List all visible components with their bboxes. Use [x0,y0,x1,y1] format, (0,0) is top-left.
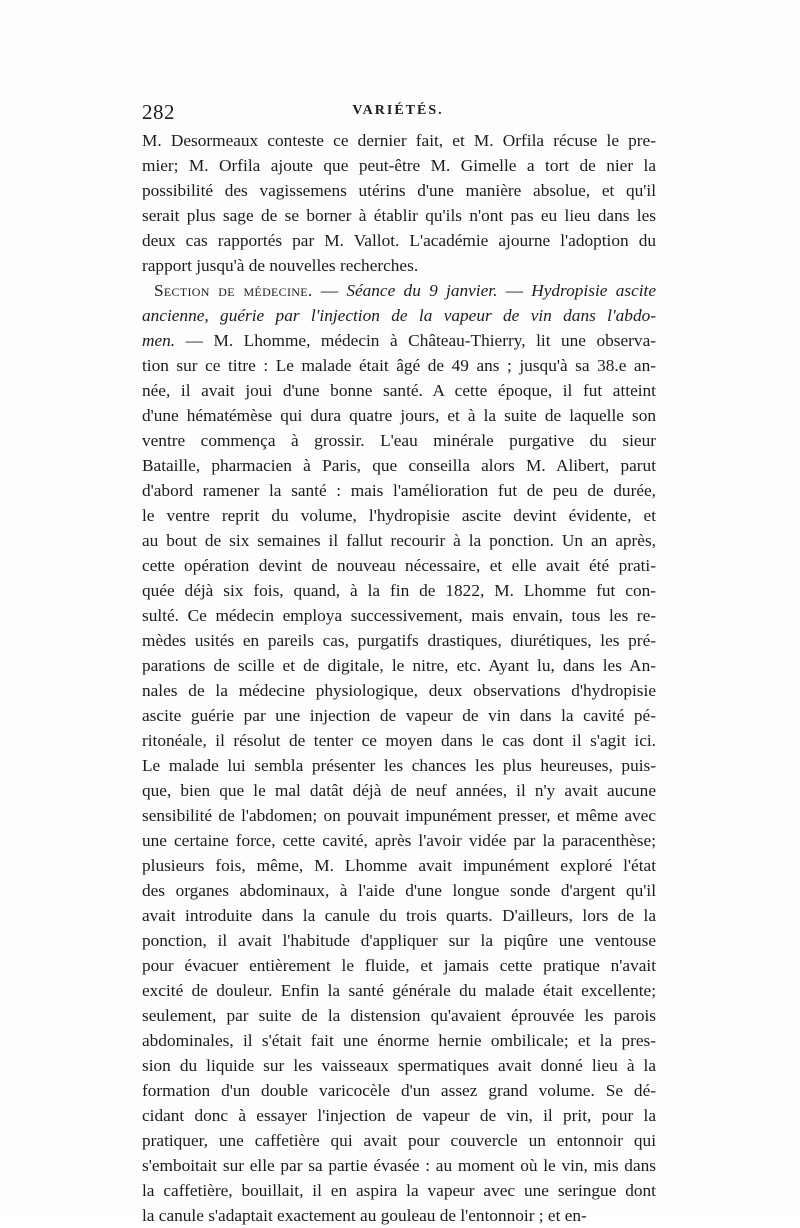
text-line: quée déjà six fois, quand, à la fin de 1822, M. Lhomme fut con- [142,581,656,600]
separator-1: — [312,281,347,300]
text-line: d'une hématémèse qui dura quatre jours, et à la suite de laquelle son [142,406,656,425]
text-line: plusieurs fois, même, M. Lhomme avait impunément exploré l'état [142,856,656,875]
text-line: ponction, il avait l'habitude d'appliquer sur la piqûre une ventouse [142,931,656,950]
text-line: deux cas rapportés par M. Vallot. L'académie ajourne l'adoption du [142,231,656,250]
paragraph-2 [142,353,656,1228]
text-line: ventre commença à grossir. L'eau minérale purgative du sieur [142,431,656,450]
text-line: sion du liquide sur les vaisseaux spermatiques avait donné lieu à la [142,1056,656,1075]
page-number: 282 [142,100,175,124]
text-line: rapport jusqu'à de nouvelles recherches. [142,256,419,275]
page-header [142,100,654,126]
text-line: née, il avait joui d'une bonne santé. A cette époque, il fut atteint [142,381,656,400]
text-line: sensibilité de l'abdomen; on pouvait impunément presser, et même avec [142,806,656,825]
session-date: Séance du 9 janvier. [346,281,498,300]
text-line: au bout de six semaines il fallut recourir à la ponction. Un an après, [142,531,656,550]
text-line: la caffetière, bouillait, il en aspira la vapeur avec une seringue dont [142,1181,656,1200]
text-line: abdominales, il s'était fait une énorme hernie ombilicale; et la pres- [142,1031,656,1050]
text-line: une certaine force, cette cavité, après l'avoir vidée par la paracenthèse; [142,831,656,850]
article-title-part-1: Hydropisie ascite [531,281,657,300]
text-line: parations de scille et de digitale, le nitre, etc. Ayant lu, dans les An- [142,656,656,675]
text-line: le ventre reprit du volume, l'hydropisie ascite devint évidente, et [142,506,656,525]
text-line: cidant donc à essayer l'injection de vapeur de vin, il prit, pour la [142,1106,656,1125]
section-heading-line [142,278,656,303]
body-text [142,128,656,1228]
text-line: mier; M. Orfila ajoute que peut-être M. Gimelle a tort de nier la [142,156,656,175]
text-line: nales de la médecine physiologique, deux observations d'hydropisie [142,681,656,700]
text-line: tion sur ce titre : Le malade était âgé de 49 ans ; jusqu'à sa 38.e an- [142,356,656,375]
text-line: serait plus sage de se borner à établir qu'ils n'ont pas eu lieu dans les [142,206,656,225]
section-heading: Section de médecine. [154,281,313,300]
text-line: s'emboitait sur elle par sa partie évasée : au moment où le vin, mis dans [142,1156,656,1175]
text-line: que, bien que le mal datât déjà de neuf années, il n'y avait aucune [142,781,656,800]
separator-2: — [497,281,532,300]
text-line: mèdes usités en pareils cas, purgatifs drastiques, diurétiques, les pré- [142,631,656,650]
text-line: pour évacuer entièrement le fluide, et jamais cette pratique n'avait [142,956,656,975]
text-line: cette opération devint de nouveau nécessaire, et elle avait été prati- [142,556,656,575]
text-line: avait introduite dans la canule du trois quarts. D'ailleurs, lors de la [142,906,656,925]
article-title-part-3: men. [142,331,176,350]
text-line: sulté. Ce médecin employa successivement, mais envain, tous les re- [142,606,656,625]
text-line: M. Desormeaux conteste ce dernier fait, et M. Orfila récuse le pre- [142,131,656,150]
text-line: la canule s'adaptait exactement au gouleau de l'entonnoir ; et en- [142,1206,587,1225]
text-line: Le malade lui sembla présenter les chances les plus heureuses, puis- [142,756,656,775]
text-line: des organes abdominaux, à l'aide d'une longue sonde d'argent qu'il [142,881,656,900]
text-line: ascite guérie par une injection de vapeur de vin dans la cavité pé- [142,706,656,725]
running-head: VARIÉTÉS. [352,103,444,118]
text-line: formation d'un double varicocèle d'un assez grand volume. Se dé- [142,1081,656,1100]
article-title-line-2: ancienne, guérie par l'injection de la vapeur de vin dans l'abdo- [142,306,656,325]
article-title-line-3 [142,328,656,353]
text-line: excité de douleur. Enfin la santé générale du malade était excellente; [142,981,656,1000]
author-intro: — M. Lhomme, médecin à Château-Thierry, lit une observa- [175,331,656,350]
text-line: seulement, par suite de la distension qu'avaient éprouvée les parois [142,1006,656,1025]
text-line: d'abord ramener la santé : mais l'amélioration fut de peu de durée, [142,481,656,500]
text-line: pratiquer, une caffetière qui avait pour couvercle un entonnoir qui [142,1131,656,1150]
text-line: ritonéale, il résolut de tenter ce moyen dans le cas dont il s'agit ici. [142,731,656,750]
text-line: Bataille, pharmacien à Paris, que conseilla alors M. Alibert, parut [142,456,656,475]
paragraph-1 [142,128,656,278]
text-line: possibilité des vagissemens utérins d'une manière absolue, et qu'il [142,181,656,200]
